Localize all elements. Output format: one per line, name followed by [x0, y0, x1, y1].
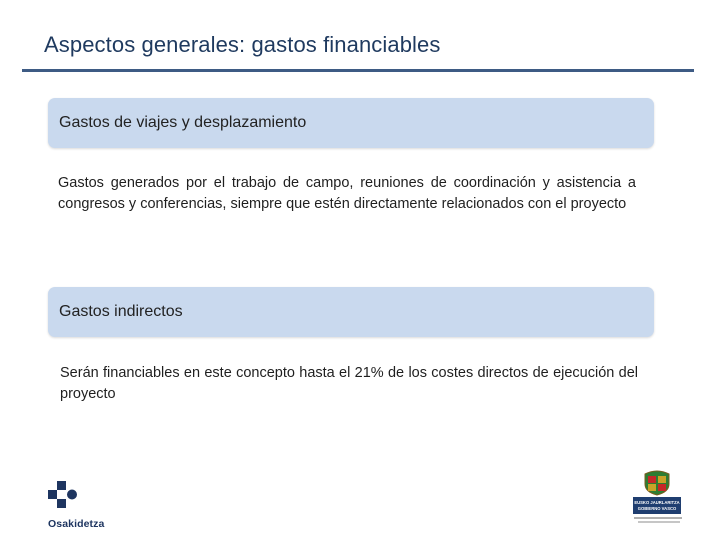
section-heading-indirect-expenses: Gastos indirectos — [48, 287, 654, 337]
fine-print-line — [638, 521, 680, 523]
fine-print-line — [634, 517, 682, 519]
osakidetza-logo — [46, 481, 116, 533]
basque-government-seal-icon — [642, 470, 672, 496]
section-heading-travel-expenses: Gastos de viajes y desplazamiento — [48, 98, 654, 148]
osakidetza-logo-text: Osakidetza — [48, 518, 105, 530]
basque-government-logo-text: EUSKO JAURLARITZA GOBIERNO VASCO — [633, 497, 681, 514]
basque-government-logo — [628, 470, 686, 526]
title-divider — [22, 69, 694, 72]
osakidetza-cross-logo-icon — [48, 481, 80, 513]
slide-title: Aspectos generales: gastos financiables — [44, 32, 441, 57]
section-body-indirect-expenses: Serán financiables en este concepto hasta el 21% de los costes directos de ejecución del proyecto — [60, 365, 638, 402]
section-body-travel-expenses: Gastos generados por el trabajo de campo, reuniones de coordinación y asistencia a congresos y conferencias, siempre que estén directamente relacionados con el proyecto — [58, 175, 636, 212]
